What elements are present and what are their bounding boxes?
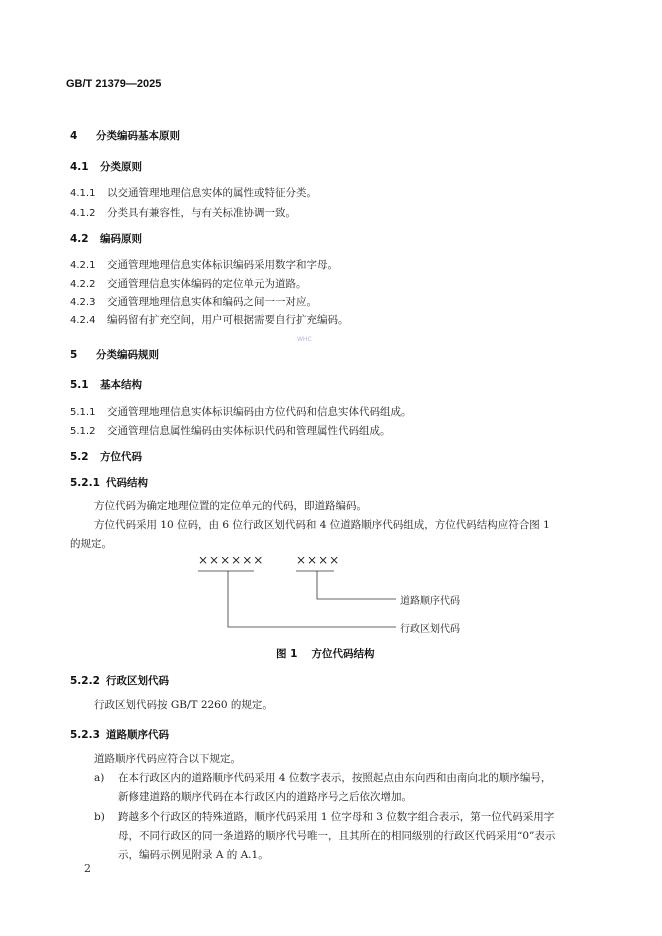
paragraph: 道路顺序代码应符合以下规定。	[94, 753, 241, 765]
list-marker: b)	[94, 811, 105, 823]
clause-text: 交通管理信息属性编码由实体标识代码和管理属性代码组成。	[107, 425, 391, 437]
paragraph: 行政区划代码按 GB/T 2260 的规定。	[94, 699, 273, 711]
list-text-line: 跨越多个行政区的特殊道路，顺序代码采用 1 位字母和 3 位数字组合表示，第一位代码采用字	[118, 811, 555, 823]
paragraph-continuation: 的规定。	[70, 538, 112, 550]
clause-4-2-3	[70, 294, 317, 309]
doc-id-header: GB/T 21379—2025	[66, 78, 162, 90]
section-4-heading	[70, 128, 180, 143]
section-title: 方位代码	[100, 451, 142, 463]
section-title: 代码结构	[106, 477, 148, 489]
clause-4-1-2	[70, 205, 296, 220]
section-title: 行政区划代码	[106, 675, 169, 687]
section-number: 5.2.2	[70, 675, 100, 687]
watermark-stamp: WHC	[297, 336, 312, 343]
clause-text: 以交通管理地理信息实体的属性或特征分类。	[107, 187, 317, 199]
list-item-b	[94, 808, 554, 827]
clause-text: 编码留有扩充空间，用户可根据需要自行扩充编码。	[107, 314, 349, 326]
section-5-2-3-heading	[70, 727, 169, 742]
section-4-2-heading	[70, 231, 142, 246]
figure-caption	[276, 646, 374, 661]
road-order-code-label: 道路顺序代码	[400, 596, 460, 607]
paragraph: 方位代码采用 10 位码，由 6 位行政区划代码和 4 位道路顺序代码组成，方位代码结构应符合图 1	[94, 519, 550, 531]
list-marker: a)	[94, 772, 105, 784]
list-item-b-continuation: 示，编码示例见附录 A 的 A.1。	[118, 849, 269, 861]
section-number: 4.1	[70, 161, 89, 173]
section-number: 4	[70, 130, 78, 142]
section-5-2-1-heading	[70, 475, 148, 490]
section-title: 分类编码规则	[96, 349, 159, 361]
clause-number: 5.1.1	[70, 407, 96, 418]
clause-number: 4.1.1	[70, 188, 96, 199]
paragraph: 方位代码为确定地理位置的定位单元的代码，即道路编码。	[94, 500, 367, 512]
list-item-b-continuation: 母，不同行政区的同一条道路的顺序代号唯一，且其所在的相同级别的行政区代码采用“0”表示	[118, 830, 556, 842]
section-title: 分类原则	[100, 161, 142, 173]
list-item-a	[94, 769, 551, 788]
section-number: 5	[70, 349, 78, 361]
section-title: 分类编码基本原则	[96, 130, 180, 142]
list-text-line: 在本行政区内的道路顺序代码采用 4 位数字表示，按照起点由东向西和由南向北的顺序编号，	[118, 772, 552, 784]
clause-text: 交通管理地理信息实体标识编码由方位代码和信息实体代码组成。	[107, 406, 412, 418]
section-number: 5.2.3	[70, 729, 100, 741]
section-4-1-heading	[70, 159, 142, 174]
clause-text: 交通管理地理信息实体标识编码采用数字和字母。	[107, 259, 338, 271]
section-number: 4.2	[70, 233, 89, 245]
clause-number: 5.1.2	[70, 426, 96, 437]
admin-division-code-label: 行政区划代码	[400, 624, 460, 635]
section-5-1-heading	[70, 377, 142, 392]
road-code-leader	[317, 571, 396, 599]
clause-4-2-4	[70, 312, 349, 327]
section-5-2-heading	[70, 449, 142, 464]
clause-number: 4.2.3	[70, 297, 96, 308]
clause-4-1-1	[70, 185, 317, 200]
clause-4-2-2	[70, 276, 307, 291]
page-number: 2	[84, 862, 91, 875]
section-title: 编码原则	[100, 233, 142, 245]
section-5-2-2-heading	[70, 673, 169, 688]
clause-5-1-2	[70, 423, 391, 438]
road-code-placeholder: ××××	[296, 553, 341, 567]
clause-text: 交通管理信息实体编码的定位单元为道路。	[107, 278, 307, 290]
clause-text: 分类具有兼容性，与有关标准协调一致。	[107, 207, 296, 219]
section-number: 5.2.1	[70, 477, 100, 489]
figure-title: 方位代码结构	[311, 648, 375, 660]
clause-number: 4.2.4	[70, 315, 96, 326]
clause-5-1-1	[70, 404, 412, 419]
list-item-a-continuation: 新修建道路的顺序代码在本行政区内的道路序号之后依次增加。	[118, 791, 412, 803]
clause-text: 交通管理地理信息实体和编码之间一一对应。	[107, 296, 317, 308]
clause-number: 4.2.1	[70, 260, 96, 271]
section-title: 基本结构	[100, 379, 142, 391]
admin-code-leader	[228, 571, 396, 627]
clause-number: 4.1.2	[70, 208, 96, 219]
figure-number: 图 1	[276, 648, 298, 660]
clause-4-2-1	[70, 257, 338, 272]
section-5-heading	[70, 347, 159, 362]
admin-code-placeholder: ××××××	[198, 553, 265, 567]
clause-number: 4.2.2	[70, 279, 96, 290]
section-number: 5.2	[70, 451, 89, 463]
section-number: 5.1	[70, 379, 89, 391]
section-title: 道路顺序代码	[106, 729, 169, 741]
